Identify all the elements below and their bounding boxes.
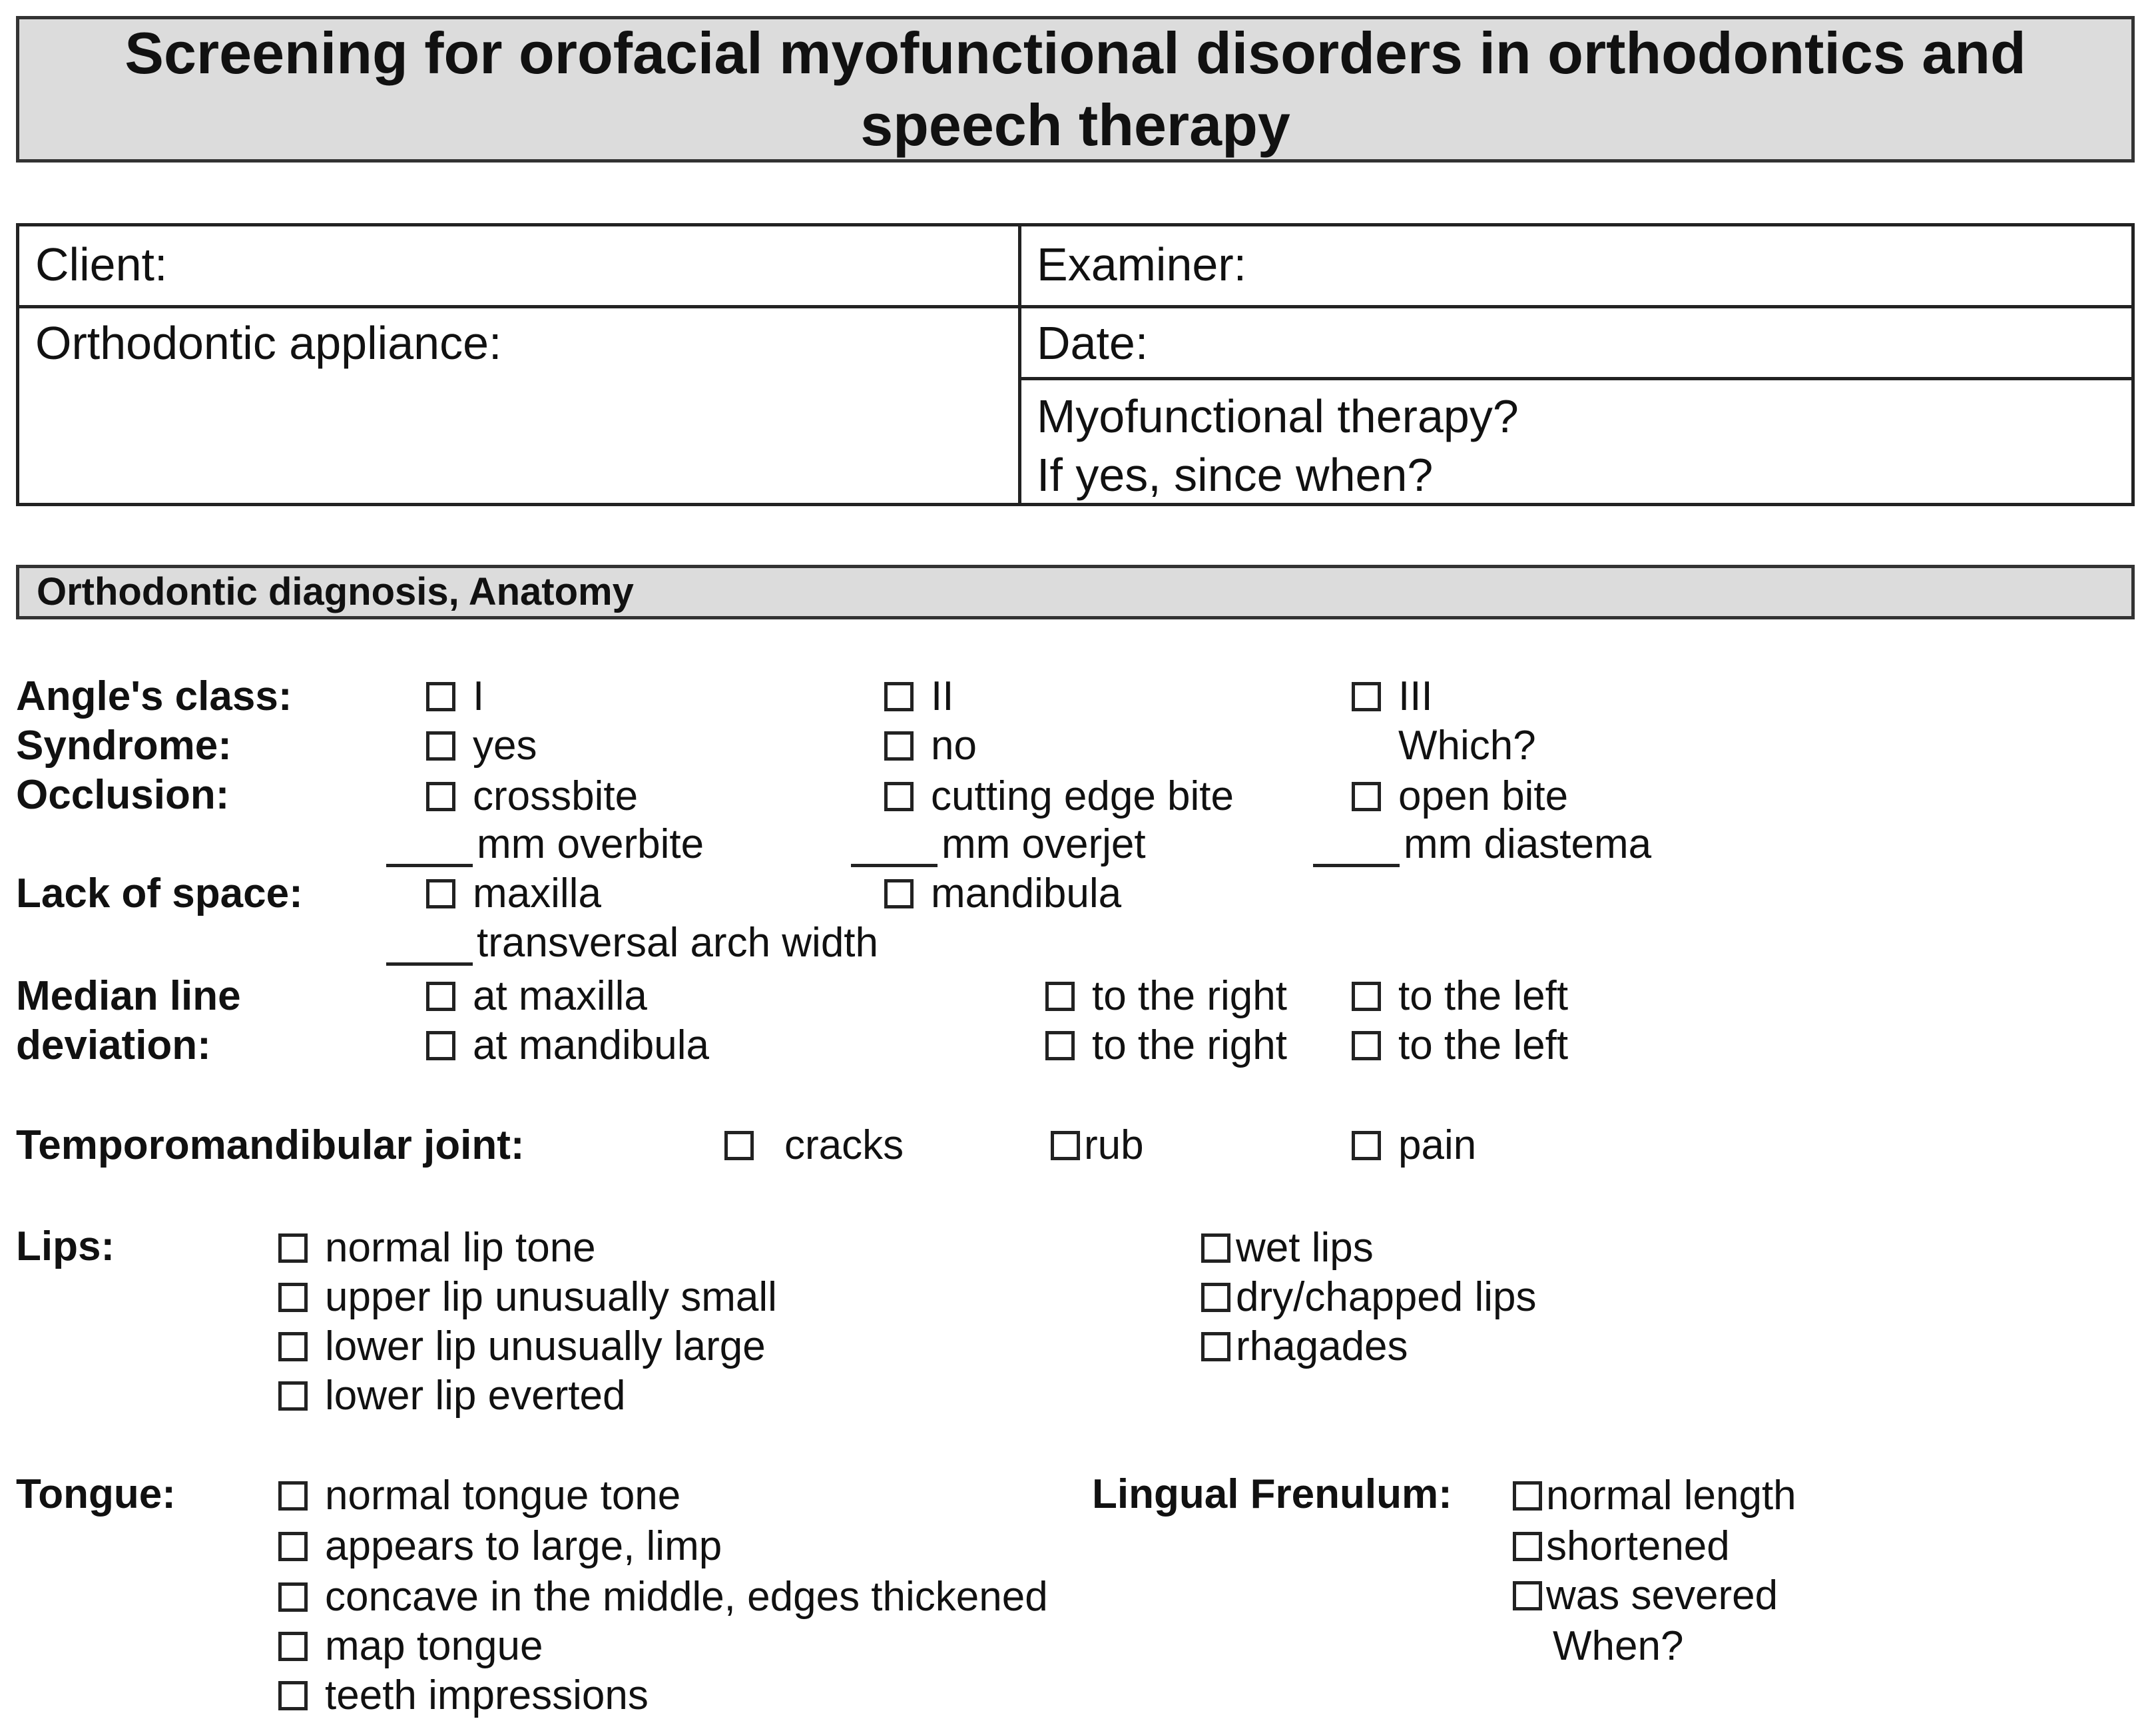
overbite-field[interactable]: mm overbite — [386, 821, 704, 868]
checkbox-icon — [426, 682, 455, 711]
form-title-line1: Screening for orofacial myofunctional disorders in orthodontics and — [125, 20, 2026, 86]
space-mandibula-checkbox[interactable]: mandibula — [884, 870, 1121, 918]
frenulum-normal-length-checkbox[interactable]: normal length — [1513, 1472, 1796, 1520]
upper-lip-small-checkbox[interactable]: upper lip unusually small — [278, 1273, 777, 1321]
blank-line — [851, 823, 938, 867]
checkbox-icon — [1352, 1031, 1381, 1060]
table-divider — [1018, 226, 1021, 503]
mandibula-left-checkbox[interactable]: to the left — [1352, 1022, 1568, 1070]
maxilla-left-checkbox[interactable]: to the left — [1352, 972, 1568, 1020]
syndrome-which-field[interactable]: Which? — [1398, 723, 1536, 769]
occlusion-label: Occlusion: — [16, 772, 230, 818]
checkbox-icon — [426, 879, 455, 908]
checkbox-icon — [884, 782, 914, 811]
checkbox-icon — [1045, 982, 1075, 1011]
mandibula-right-checkbox[interactable]: to the right — [1045, 1022, 1287, 1070]
checkbox-icon — [278, 1582, 308, 1612]
checkbox-icon — [278, 1481, 308, 1511]
checkbox-icon — [884, 879, 914, 908]
tmj-rub-checkbox[interactable]: rub — [1051, 1122, 1144, 1170]
date-field[interactable]: Date: — [1037, 317, 1149, 369]
checkbox-icon — [1352, 982, 1381, 1011]
angle-class-1-checkbox[interactable]: I — [426, 673, 484, 721]
client-field[interactable]: Client: — [35, 238, 168, 290]
normal-tongue-tone-checkbox[interactable]: normal tongue tone — [278, 1472, 680, 1520]
dry-chapped-lips-checkbox[interactable]: dry/chapped lips — [1201, 1273, 1537, 1321]
table-divider — [19, 305, 2131, 308]
checkbox-icon — [426, 982, 455, 1011]
blank-line — [1313, 823, 1400, 867]
frenulum-when-field[interactable]: When? — [1553, 1623, 1684, 1669]
wet-lips-checkbox[interactable]: wet lips — [1201, 1224, 1374, 1272]
tongue-large-limp-checkbox[interactable]: appears to large, limp — [278, 1523, 722, 1570]
angle-class-3-checkbox[interactable]: III — [1352, 673, 1433, 721]
table-divider — [1018, 377, 2131, 380]
checkbox-icon — [1513, 1581, 1542, 1610]
open-bite-checkbox[interactable]: open bite — [1352, 773, 1568, 821]
lingual-frenulum-label: Lingual Frenulum: — [1092, 1471, 1452, 1517]
lack-of-space-label: Lack of space: — [16, 870, 303, 916]
checkbox-icon — [1352, 682, 1381, 711]
checkbox-icon — [278, 1532, 308, 1561]
angle-class-label: Angle's class: — [16, 673, 292, 719]
checkbox-icon — [724, 1131, 754, 1160]
cutting-edge-bite-checkbox[interactable]: cutting edge bite — [884, 773, 1234, 821]
blank-line — [386, 921, 473, 966]
checkbox-icon — [278, 1381, 308, 1411]
checkbox-icon — [278, 1283, 308, 1312]
tmj-cracks-checkbox[interactable]: cracks — [724, 1122, 904, 1170]
rhagades-checkbox[interactable]: rhagades — [1201, 1323, 1408, 1371]
checkbox-icon — [426, 782, 455, 811]
crossbite-checkbox[interactable]: crossbite — [426, 773, 638, 821]
examiner-field[interactable]: Examiner: — [1037, 238, 1247, 290]
median-deviation-label: deviation: — [16, 1022, 211, 1068]
diastema-field[interactable]: mm diastema — [1313, 821, 1651, 868]
checkbox-icon — [1045, 1031, 1075, 1060]
map-tongue-checkbox[interactable]: map tongue — [278, 1622, 543, 1670]
checkbox-icon — [278, 1233, 308, 1263]
checkbox-icon — [278, 1681, 308, 1710]
checkbox-icon — [1352, 1131, 1381, 1160]
overjet-field[interactable]: mm overjet — [851, 821, 1146, 868]
teeth-impressions-checkbox[interactable]: teeth impressions — [278, 1672, 649, 1720]
tongue-label: Tongue: — [16, 1471, 176, 1517]
median-at-mandibula-checkbox[interactable]: at mandibula — [426, 1022, 709, 1070]
lower-lip-large-checkbox[interactable]: lower lip unusually large — [278, 1323, 766, 1371]
client-info-table — [16, 223, 2135, 506]
form-title-line2: speech therapy — [860, 92, 1290, 158]
lower-lip-everted-checkbox[interactable]: lower lip everted — [278, 1372, 625, 1420]
maxilla-right-checkbox[interactable]: to the right — [1045, 972, 1287, 1020]
angle-class-2-checkbox[interactable]: II — [884, 673, 953, 721]
checkbox-icon — [1513, 1532, 1542, 1561]
checkbox-icon — [884, 731, 914, 761]
checkbox-icon — [884, 682, 914, 711]
checkbox-icon — [1201, 1233, 1230, 1263]
checkbox-icon — [278, 1632, 308, 1661]
syndrome-yes-checkbox[interactable]: yes — [426, 722, 537, 770]
tongue-concave-checkbox[interactable]: concave in the middle, edges thickened — [278, 1573, 1048, 1621]
form-title — [16, 16, 2135, 163]
frenulum-shortened-checkbox[interactable]: shortened — [1513, 1523, 1730, 1570]
checkbox-icon — [1201, 1332, 1230, 1361]
checkbox-icon — [278, 1332, 308, 1361]
checkbox-icon — [426, 1031, 455, 1060]
checkbox-icon — [426, 731, 455, 761]
lips-label: Lips: — [16, 1223, 115, 1269]
syndrome-label: Syndrome: — [16, 723, 232, 769]
lips-normal-tone-checkbox[interactable]: normal lip tone — [278, 1224, 596, 1272]
myofunctional-therapy-question[interactable]: Myofunctional therapy? — [1037, 390, 1519, 442]
section-header-orthodontic-diagnosis: Orthodontic diagnosis, Anatomy — [16, 565, 2135, 619]
checkbox-icon — [1201, 1283, 1230, 1312]
orthodontic-appliance-field[interactable]: Orthodontic appliance: — [35, 317, 502, 369]
checkbox-icon — [1513, 1481, 1542, 1511]
median-at-maxilla-checkbox[interactable]: at maxilla — [426, 972, 647, 1020]
tmj-label: Temporomandibular joint: — [16, 1122, 525, 1168]
syndrome-no-checkbox[interactable]: no — [884, 722, 977, 770]
frenulum-severed-checkbox[interactable]: was severed — [1513, 1572, 1778, 1620]
tmj-pain-checkbox[interactable]: pain — [1352, 1122, 1476, 1170]
checkbox-icon — [1051, 1131, 1080, 1160]
blank-line — [386, 823, 473, 867]
space-maxilla-checkbox[interactable]: maxilla — [426, 870, 601, 918]
checkbox-icon — [1352, 782, 1381, 811]
transversal-arch-width-field[interactable]: transversal arch width — [386, 919, 878, 967]
therapy-since-question[interactable]: If yes, since when? — [1037, 449, 1434, 501]
median-line-label: Median line — [16, 973, 241, 1019]
